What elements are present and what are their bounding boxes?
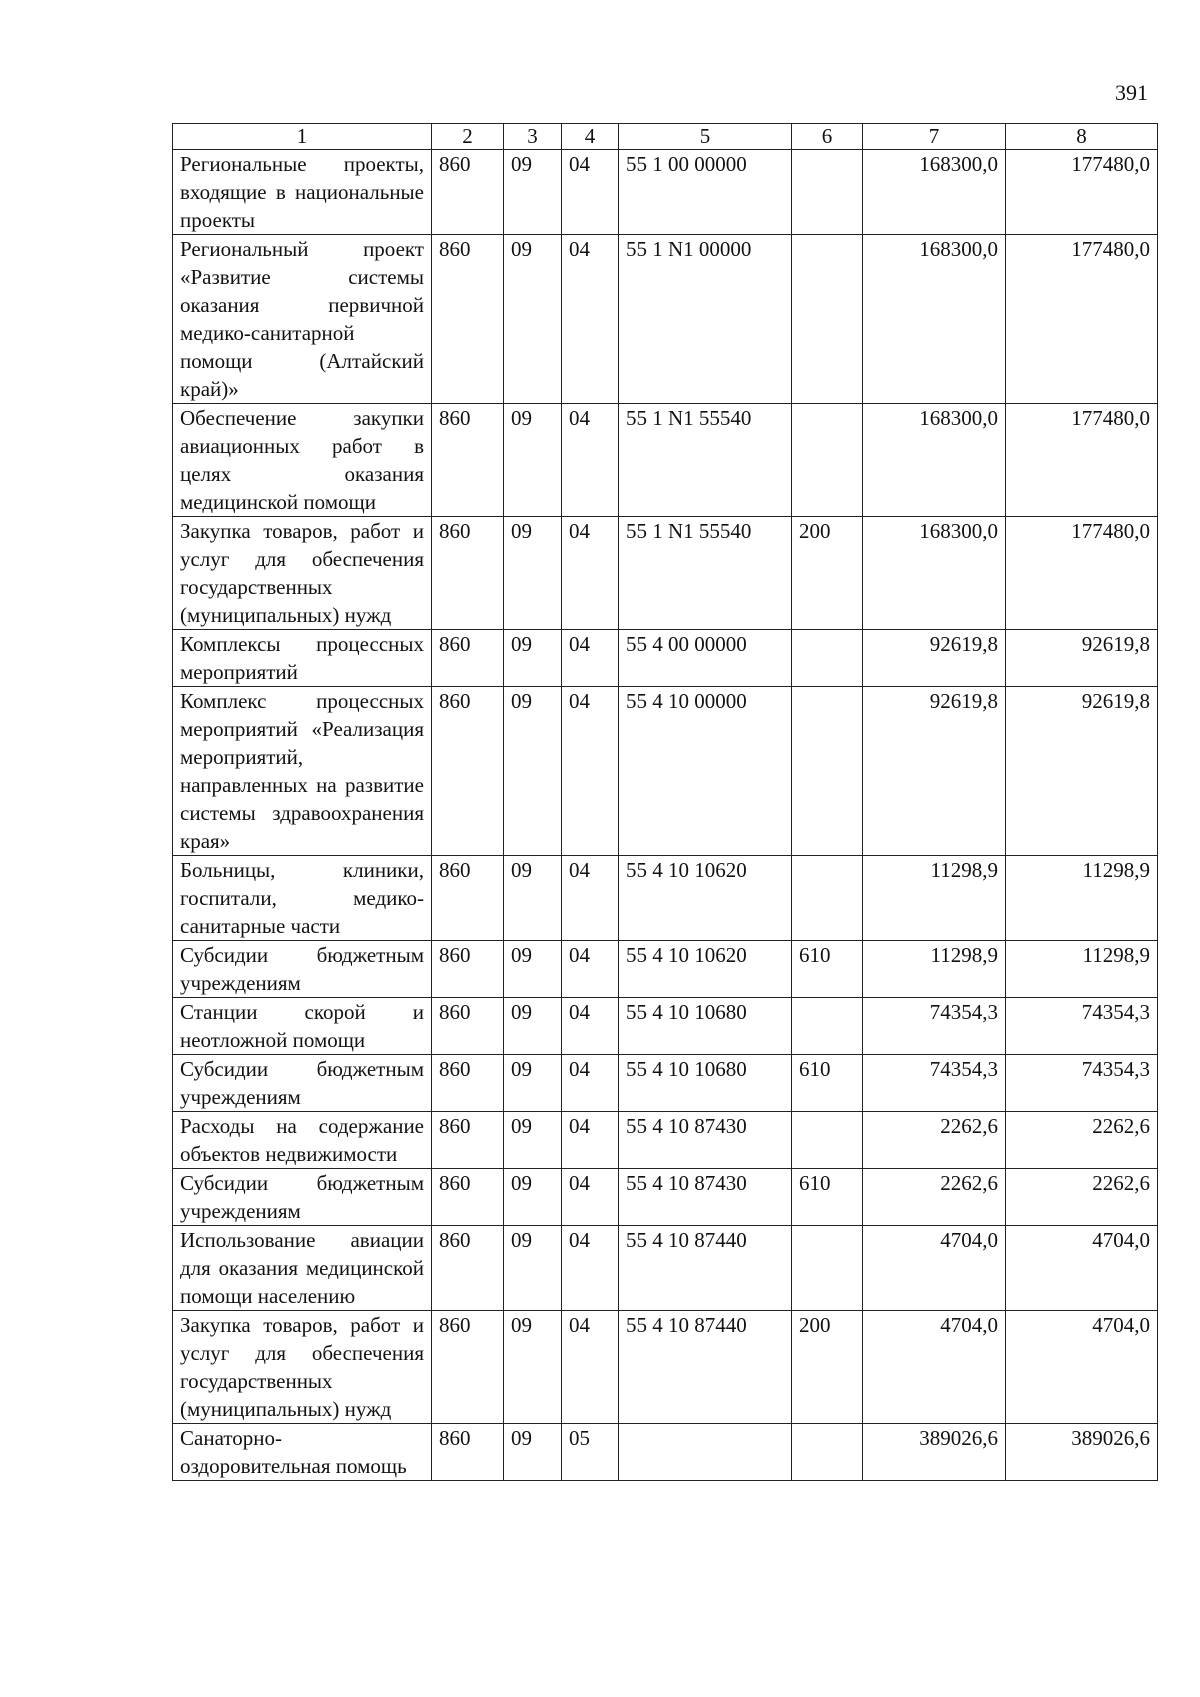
expense-type-cell: 200	[792, 517, 863, 630]
column-header: 8	[1006, 124, 1158, 150]
page-number: 391	[1115, 80, 1148, 105]
row-name-cell: Комплексы процессных мероприятий	[173, 630, 432, 687]
section-code-cell: 09	[504, 630, 562, 687]
amount-year1-cell: 92619,8	[863, 630, 1006, 687]
expense-type-cell	[792, 150, 863, 235]
table-row	[173, 1424, 1158, 1481]
row-name-cell: Использование авиации для оказания медицинской помощи населению	[173, 1226, 432, 1311]
expense-type-cell	[792, 1112, 863, 1169]
target-article-cell: 55 4 10 87430	[619, 1169, 792, 1226]
row-name-cell: Региональные проекты, входящие в национальные проекты	[173, 150, 432, 235]
row-name-cell: Закупка товаров, работ и услуг для обеспечения государственных (муниципальных) нужд	[173, 517, 432, 630]
amount-year1-cell: 11298,9	[863, 856, 1006, 941]
admin-code-cell: 860	[432, 1226, 504, 1311]
section-code-cell: 09	[504, 1112, 562, 1169]
admin-code-cell: 860	[432, 1112, 504, 1169]
column-header: 3	[504, 124, 562, 150]
budget-table	[172, 123, 1158, 1481]
expense-type-cell: 610	[792, 941, 863, 998]
expense-type-cell: 610	[792, 1055, 863, 1112]
section-code-cell: 09	[504, 517, 562, 630]
amount-year1-cell: 168300,0	[863, 517, 1006, 630]
subsection-code-cell: 04	[562, 1311, 619, 1424]
row-name-cell: Закупка товаров, работ и услуг для обеспечения государственных (муниципальных) нужд	[173, 1311, 432, 1424]
admin-code-cell: 860	[432, 856, 504, 941]
target-article-cell	[619, 1424, 792, 1481]
subsection-code-cell: 04	[562, 517, 619, 630]
amount-year1-cell: 74354,3	[863, 998, 1006, 1055]
amount-year1-cell: 74354,3	[863, 1055, 1006, 1112]
section-code-cell: 09	[504, 1424, 562, 1481]
amount-year2-cell: 92619,8	[1006, 687, 1158, 856]
amount-year2-cell: 11298,9	[1006, 856, 1158, 941]
admin-code-cell: 860	[432, 150, 504, 235]
admin-code-cell: 860	[432, 404, 504, 517]
target-article-cell: 55 1 N1 55540	[619, 517, 792, 630]
amount-year2-cell: 92619,8	[1006, 630, 1158, 687]
table-row	[173, 1169, 1158, 1226]
subsection-code-cell: 04	[562, 630, 619, 687]
row-name-cell: Субсидии бюджетным учреждениям	[173, 1055, 432, 1112]
row-name-cell: Субсидии бюджетным учреждениям	[173, 1169, 432, 1226]
section-code-cell: 09	[504, 998, 562, 1055]
amount-year2-cell: 2262,6	[1006, 1112, 1158, 1169]
expense-type-cell: 610	[792, 1169, 863, 1226]
amount-year1-cell: 11298,9	[863, 941, 1006, 998]
expense-type-cell	[792, 630, 863, 687]
column-header: 6	[792, 124, 863, 150]
table-row	[173, 1226, 1158, 1311]
target-article-cell: 55 1 00 00000	[619, 150, 792, 235]
column-header: 5	[619, 124, 792, 150]
table-row	[173, 1311, 1158, 1424]
expense-type-cell	[792, 856, 863, 941]
row-name-cell: Расходы на содержание объектов недвижимости	[173, 1112, 432, 1169]
expense-type-cell	[792, 404, 863, 517]
amount-year2-cell: 177480,0	[1006, 517, 1158, 630]
row-name-cell: Обеспечение закупки авиационных работ в целях оказания медицинской помощи	[173, 404, 432, 517]
section-code-cell: 09	[504, 856, 562, 941]
amount-year2-cell: 4704,0	[1006, 1311, 1158, 1424]
target-article-cell: 55 4 10 87440	[619, 1311, 792, 1424]
amount-year1-cell: 2262,6	[863, 1169, 1006, 1226]
expense-type-cell	[792, 235, 863, 404]
column-header: 7	[863, 124, 1006, 150]
section-code-cell: 09	[504, 941, 562, 998]
table-row	[173, 630, 1158, 687]
row-name-cell: Станции скорой и неотложной помощи	[173, 998, 432, 1055]
table-row	[173, 687, 1158, 856]
subsection-code-cell: 04	[562, 1169, 619, 1226]
admin-code-cell: 860	[432, 235, 504, 404]
subsection-code-cell: 04	[562, 235, 619, 404]
subsection-code-cell: 05	[562, 1424, 619, 1481]
target-article-cell: 55 4 10 10680	[619, 1055, 792, 1112]
admin-code-cell: 860	[432, 1311, 504, 1424]
amount-year2-cell: 74354,3	[1006, 1055, 1158, 1112]
amount-year2-cell: 4704,0	[1006, 1226, 1158, 1311]
amount-year2-cell: 2262,6	[1006, 1169, 1158, 1226]
admin-code-cell: 860	[432, 1055, 504, 1112]
table-row	[173, 1112, 1158, 1169]
amount-year2-cell: 177480,0	[1006, 235, 1158, 404]
table-row	[173, 517, 1158, 630]
table-row	[173, 1055, 1158, 1112]
amount-year1-cell: 168300,0	[863, 235, 1006, 404]
section-code-cell: 09	[504, 1311, 562, 1424]
amount-year2-cell: 177480,0	[1006, 150, 1158, 235]
subsection-code-cell: 04	[562, 941, 619, 998]
amount-year1-cell: 168300,0	[863, 150, 1006, 235]
column-header: 4	[562, 124, 619, 150]
section-code-cell: 09	[504, 404, 562, 517]
header-row	[173, 124, 1158, 150]
target-article-cell: 55 4 10 10680	[619, 998, 792, 1055]
target-article-cell: 55 1 N1 00000	[619, 235, 792, 404]
amount-year1-cell: 4704,0	[863, 1226, 1006, 1311]
table-row	[173, 998, 1158, 1055]
subsection-code-cell: 04	[562, 1055, 619, 1112]
expense-type-cell	[792, 687, 863, 856]
section-code-cell: 09	[504, 235, 562, 404]
row-name-cell: Санаторно-оздоровительная помощь	[173, 1424, 432, 1481]
row-name-cell: Комплекс процессных мероприятий «Реализация мероприятий, направленных на развитие системы здравоохранения края»	[173, 687, 432, 856]
target-article-cell: 55 4 10 00000	[619, 687, 792, 856]
target-article-cell: 55 4 00 00000	[619, 630, 792, 687]
section-code-cell: 09	[504, 1055, 562, 1112]
target-article-cell: 55 4 10 10620	[619, 941, 792, 998]
admin-code-cell: 860	[432, 941, 504, 998]
subsection-code-cell: 04	[562, 1226, 619, 1311]
table-row	[173, 941, 1158, 998]
column-header: 2	[432, 124, 504, 150]
amount-year1-cell: 168300,0	[863, 404, 1006, 517]
table-row	[173, 150, 1158, 235]
section-code-cell: 09	[504, 1226, 562, 1311]
admin-code-cell: 860	[432, 1424, 504, 1481]
target-article-cell: 55 4 10 87440	[619, 1226, 792, 1311]
expense-type-cell	[792, 1226, 863, 1311]
amount-year2-cell: 11298,9	[1006, 941, 1158, 998]
expense-type-cell: 200	[792, 1311, 863, 1424]
amount-year2-cell: 177480,0	[1006, 404, 1158, 517]
expense-type-cell	[792, 1424, 863, 1481]
section-code-cell: 09	[504, 150, 562, 235]
subsection-code-cell: 04	[562, 150, 619, 235]
table-row	[173, 856, 1158, 941]
admin-code-cell: 860	[432, 687, 504, 856]
amount-year1-cell: 2262,6	[863, 1112, 1006, 1169]
subsection-code-cell: 04	[562, 856, 619, 941]
subsection-code-cell: 04	[562, 404, 619, 517]
target-article-cell: 55 4 10 87430	[619, 1112, 792, 1169]
subsection-code-cell: 04	[562, 687, 619, 856]
expense-type-cell	[792, 998, 863, 1055]
amount-year2-cell: 74354,3	[1006, 998, 1158, 1055]
admin-code-cell: 860	[432, 517, 504, 630]
table-row	[173, 235, 1158, 404]
target-article-cell: 55 1 N1 55540	[619, 404, 792, 517]
admin-code-cell: 860	[432, 1169, 504, 1226]
subsection-code-cell: 04	[562, 1112, 619, 1169]
admin-code-cell: 860	[432, 630, 504, 687]
section-code-cell: 09	[504, 1169, 562, 1226]
amount-year2-cell: 389026,6	[1006, 1424, 1158, 1481]
amount-year1-cell: 4704,0	[863, 1311, 1006, 1424]
target-article-cell: 55 4 10 10620	[619, 856, 792, 941]
section-code-cell: 09	[504, 687, 562, 856]
admin-code-cell: 860	[432, 998, 504, 1055]
amount-year1-cell: 389026,6	[863, 1424, 1006, 1481]
amount-year1-cell: 92619,8	[863, 687, 1006, 856]
column-header: 1	[173, 124, 432, 150]
subsection-code-cell: 04	[562, 998, 619, 1055]
row-name-cell: Региональный проект «Развитие системы оказания первичной медико-санитарной помощи (Алтайский край)»	[173, 235, 432, 404]
row-name-cell: Субсидии бюджетным учреждениям	[173, 941, 432, 998]
row-name-cell: Больницы, клиники, госпитали, медико-санитарные части	[173, 856, 432, 941]
table-row	[173, 404, 1158, 517]
